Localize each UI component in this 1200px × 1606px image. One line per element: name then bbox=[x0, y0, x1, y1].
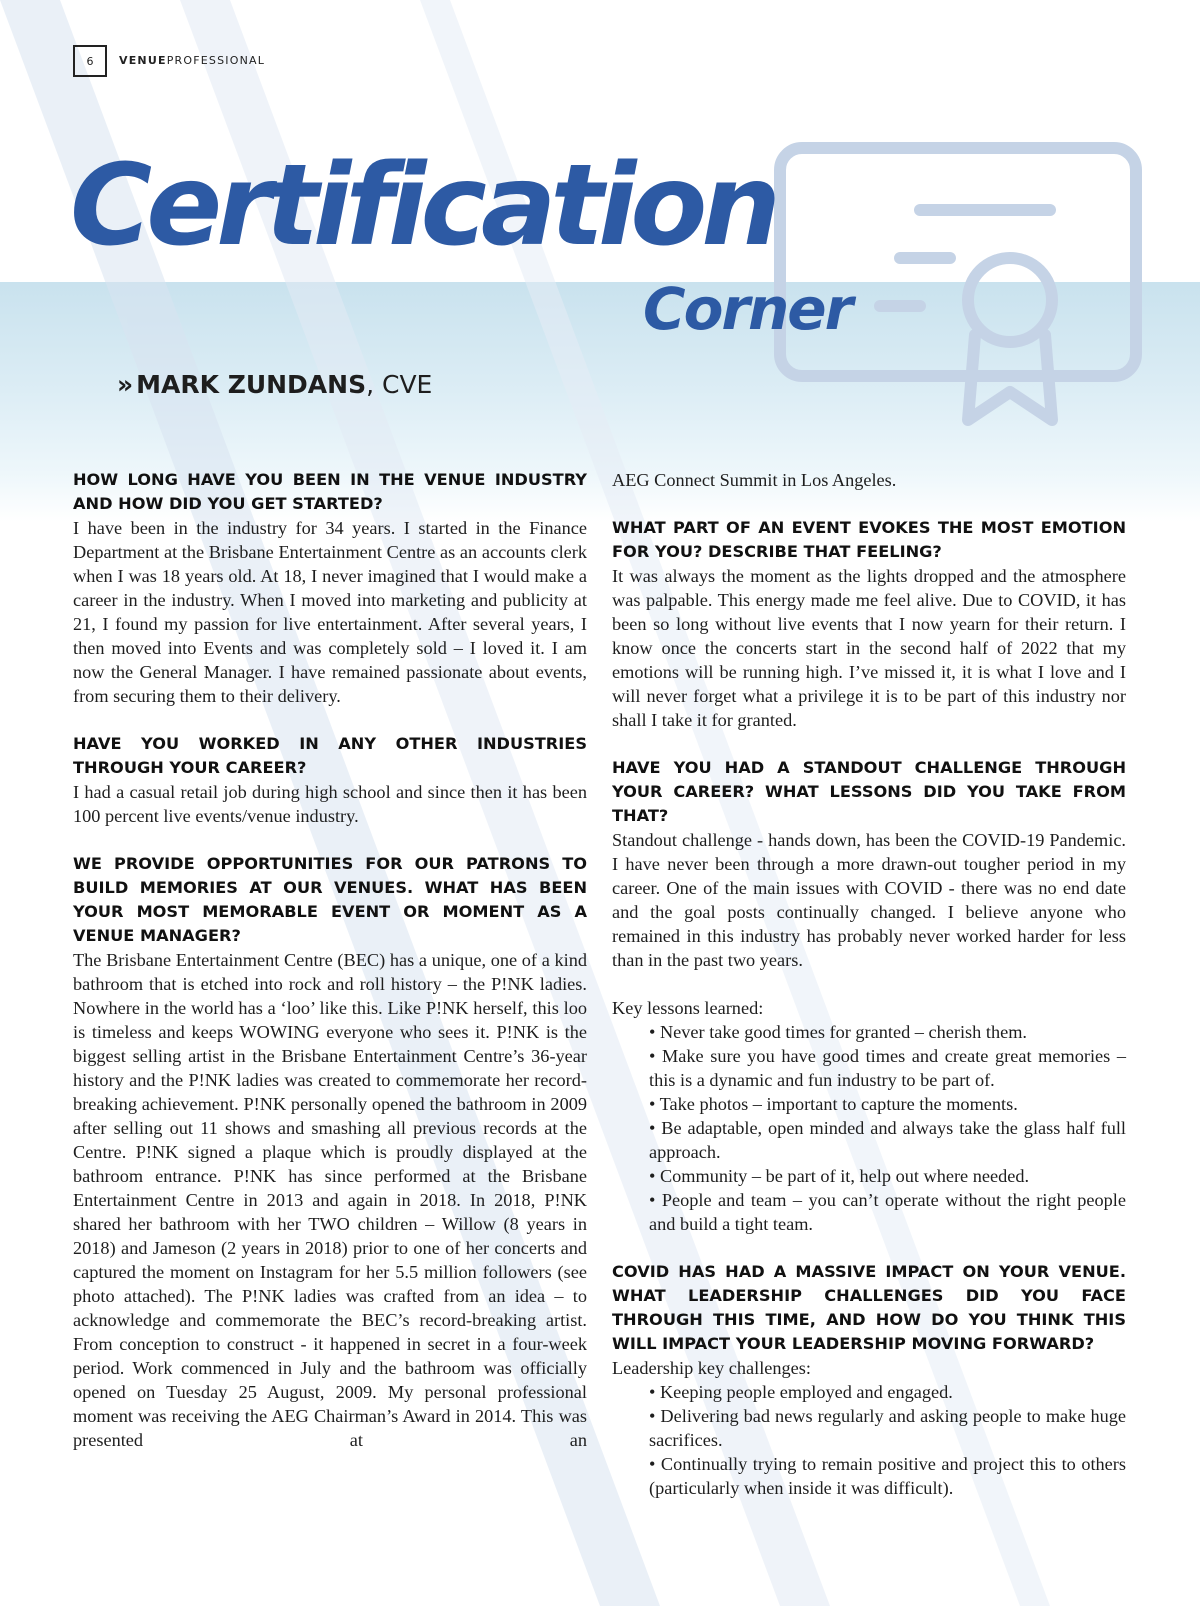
seal-icon bbox=[968, 258, 1052, 342]
question-heading: COVID HAS HAD A MASSIVE IMPACT ON YOUR VENUE. WHAT LEADERSHIP CHALLENGES DID YOU FACE THROUGH THIS TIME, AND HOW DO YOU THINK THIS WILL IMPACT YOUR LEADERSHIP MOVING FORWARD? bbox=[612, 1262, 1126, 1353]
answer-paragraph: It was always the moment as the lights dropped and the atmosphere was palpable. This energy made me feel alive. Due to COVID, it has been so long without live events that I now yearn for their return. I know once the concerts start in the second half of 2022 that my emotions will be running high. I’ve missed it, it is what I love and I will never forget what a privilege it is to be part of this industry nor shall I take it for granted. bbox=[612, 566, 1126, 730]
article-column-right bbox=[612, 468, 1126, 1500]
list-item: • Keeping people employed and engaged. bbox=[649, 1382, 953, 1402]
lessons-list bbox=[612, 1020, 1126, 1236]
list-item: • Continually trying to remain positive and project this to others (particularly when inside it was difficult). bbox=[649, 1454, 1126, 1498]
page-number: 6 bbox=[73, 45, 107, 77]
challenges-list bbox=[612, 1380, 1126, 1500]
list-item: • Make sure you have good times and create great memories – this is a dynamic and fun industry to be part of. bbox=[649, 1046, 1126, 1090]
lessons-intro: Key lessons learned: bbox=[612, 998, 764, 1018]
list-item: • Community – be part of it, help out where needed. bbox=[649, 1166, 1030, 1186]
author-byline bbox=[117, 370, 432, 399]
list-item: • Take photos – important to capture the moments. bbox=[649, 1094, 1018, 1114]
author-credential: , CVE bbox=[366, 370, 433, 399]
question-heading: WE PROVIDE OPPORTUNITIES FOR OUR PATRONS TO BUILD MEMORIES AT OUR VENUES. WHAT HAS BEEN YOUR MOST MEMORABLE EVENT OR MOMENT AS A VENUE MANAGER? bbox=[73, 854, 587, 945]
magazine-name: VENUEPROFESSIONAL bbox=[119, 54, 266, 67]
author-name: MARK ZUNDANS bbox=[136, 370, 367, 399]
list-item: • Never take good times for granted – cherish them. bbox=[649, 1022, 1027, 1042]
question-heading: HOW LONG HAVE YOU BEEN IN THE VENUE INDUSTRY AND HOW DID YOU GET STARTED? bbox=[73, 470, 587, 513]
challenges-intro: Leadership key challenges: bbox=[612, 1358, 811, 1378]
list-item: • Delivering bad news regularly and asking people to make huge sacrifices. bbox=[649, 1406, 1126, 1450]
question-heading: HAVE YOU HAD A STANDOUT CHALLENGE THROUGH YOUR CAREER? WHAT LESSONS DID YOU TAKE FROM THAT? bbox=[612, 758, 1126, 825]
page-title: Certification bbox=[70, 141, 776, 271]
answer-paragraph: I have been in the industry for 34 years. I started in the Finance Department at the Brisbane Entertainment Centre as an accounts clerk when I was 18 years old. At 18, I never imagined that I would make a career in the industry. When I moved into marketing and publicity at 21, I found my passion for live entertainment. After several years, I then moved into Events and was completely sold – I loved it. I am now the General Manager. I have remained passionate about events, from securing them to their delivery. bbox=[73, 518, 587, 706]
answer-paragraph: The Brisbane Entertainment Centre (BEC) has a unique, one of a kind bathroom that is etched into rock and roll history – the P!NK ladies. Nowhere in the world has a ‘loo’ like this. Like P!NK herself, this loo is timeless and keeps WOWING everyone who sees it. P!NK is the biggest selling artist in the Brisbane Entertainment Centre’s 36-year history and the P!NK ladies was created to commemorate her record-breaking achievement. P!NK personally opened the bathroom in 2009 after selling out 11 shows and smashing all previous records at the Centre. P!NK signed a plaque which is proudly displayed at the bathroom entrance. P!NK has since performed at the Brisbane Entertainment Centre in 2013 and again in 2018. In 2018, P!NK shared her bathroom with her TWO children – Willow (8 years in 2018) and Jameson (2 years in 2018) prior to one of her concerts and captured the moment on Instagram for her 5.5 million followers (see photo attached). The P!NK ladies was crafted from an idea – to acknowledge and commemorate the BEC’s record-breaking artist. From conception to construct - it happened in secret in a four-week period. Work commenced in July and the bathroom was officially opened on Tuesday 25 August, 2009. My personal professional moment was receiving the AEG Chairman’s Award in 2014. This was presented at an bbox=[73, 950, 587, 1450]
answer-paragraph: Standout challenge - hands down, has been the COVID-19 Pandemic. I have never been through a more drawn-out tougher period in my career. One of the main issues with COVID - there was no end date and the goal posts continually changed. I believe anyone who remained in this industry has probably never worked harder for less than in the past two years. bbox=[612, 830, 1126, 970]
chevron-icon: » bbox=[117, 370, 131, 399]
list-item: • People and team – you can’t operate without the right people and build a tight team. bbox=[649, 1190, 1126, 1234]
page-subtitle: Corner bbox=[643, 275, 852, 343]
answer-paragraph: I had a casual retail job during high school and since then it has been 100 percent live events/venue industry. bbox=[73, 782, 587, 826]
article-column-left bbox=[73, 468, 587, 1452]
question-heading: WHAT PART OF AN EVENT EVOKES THE MOST EMOTION FOR YOU? DESCRIBE THAT FEELING? bbox=[612, 518, 1126, 561]
answer-paragraph: AEG Connect Summit in Los Angeles. bbox=[612, 470, 897, 490]
list-item: • Be adaptable, open minded and always take the glass half full approach. bbox=[649, 1118, 1126, 1162]
question-heading: HAVE YOU WORKED IN ANY OTHER INDUSTRIES THROUGH YOUR CAREER? bbox=[73, 734, 587, 777]
